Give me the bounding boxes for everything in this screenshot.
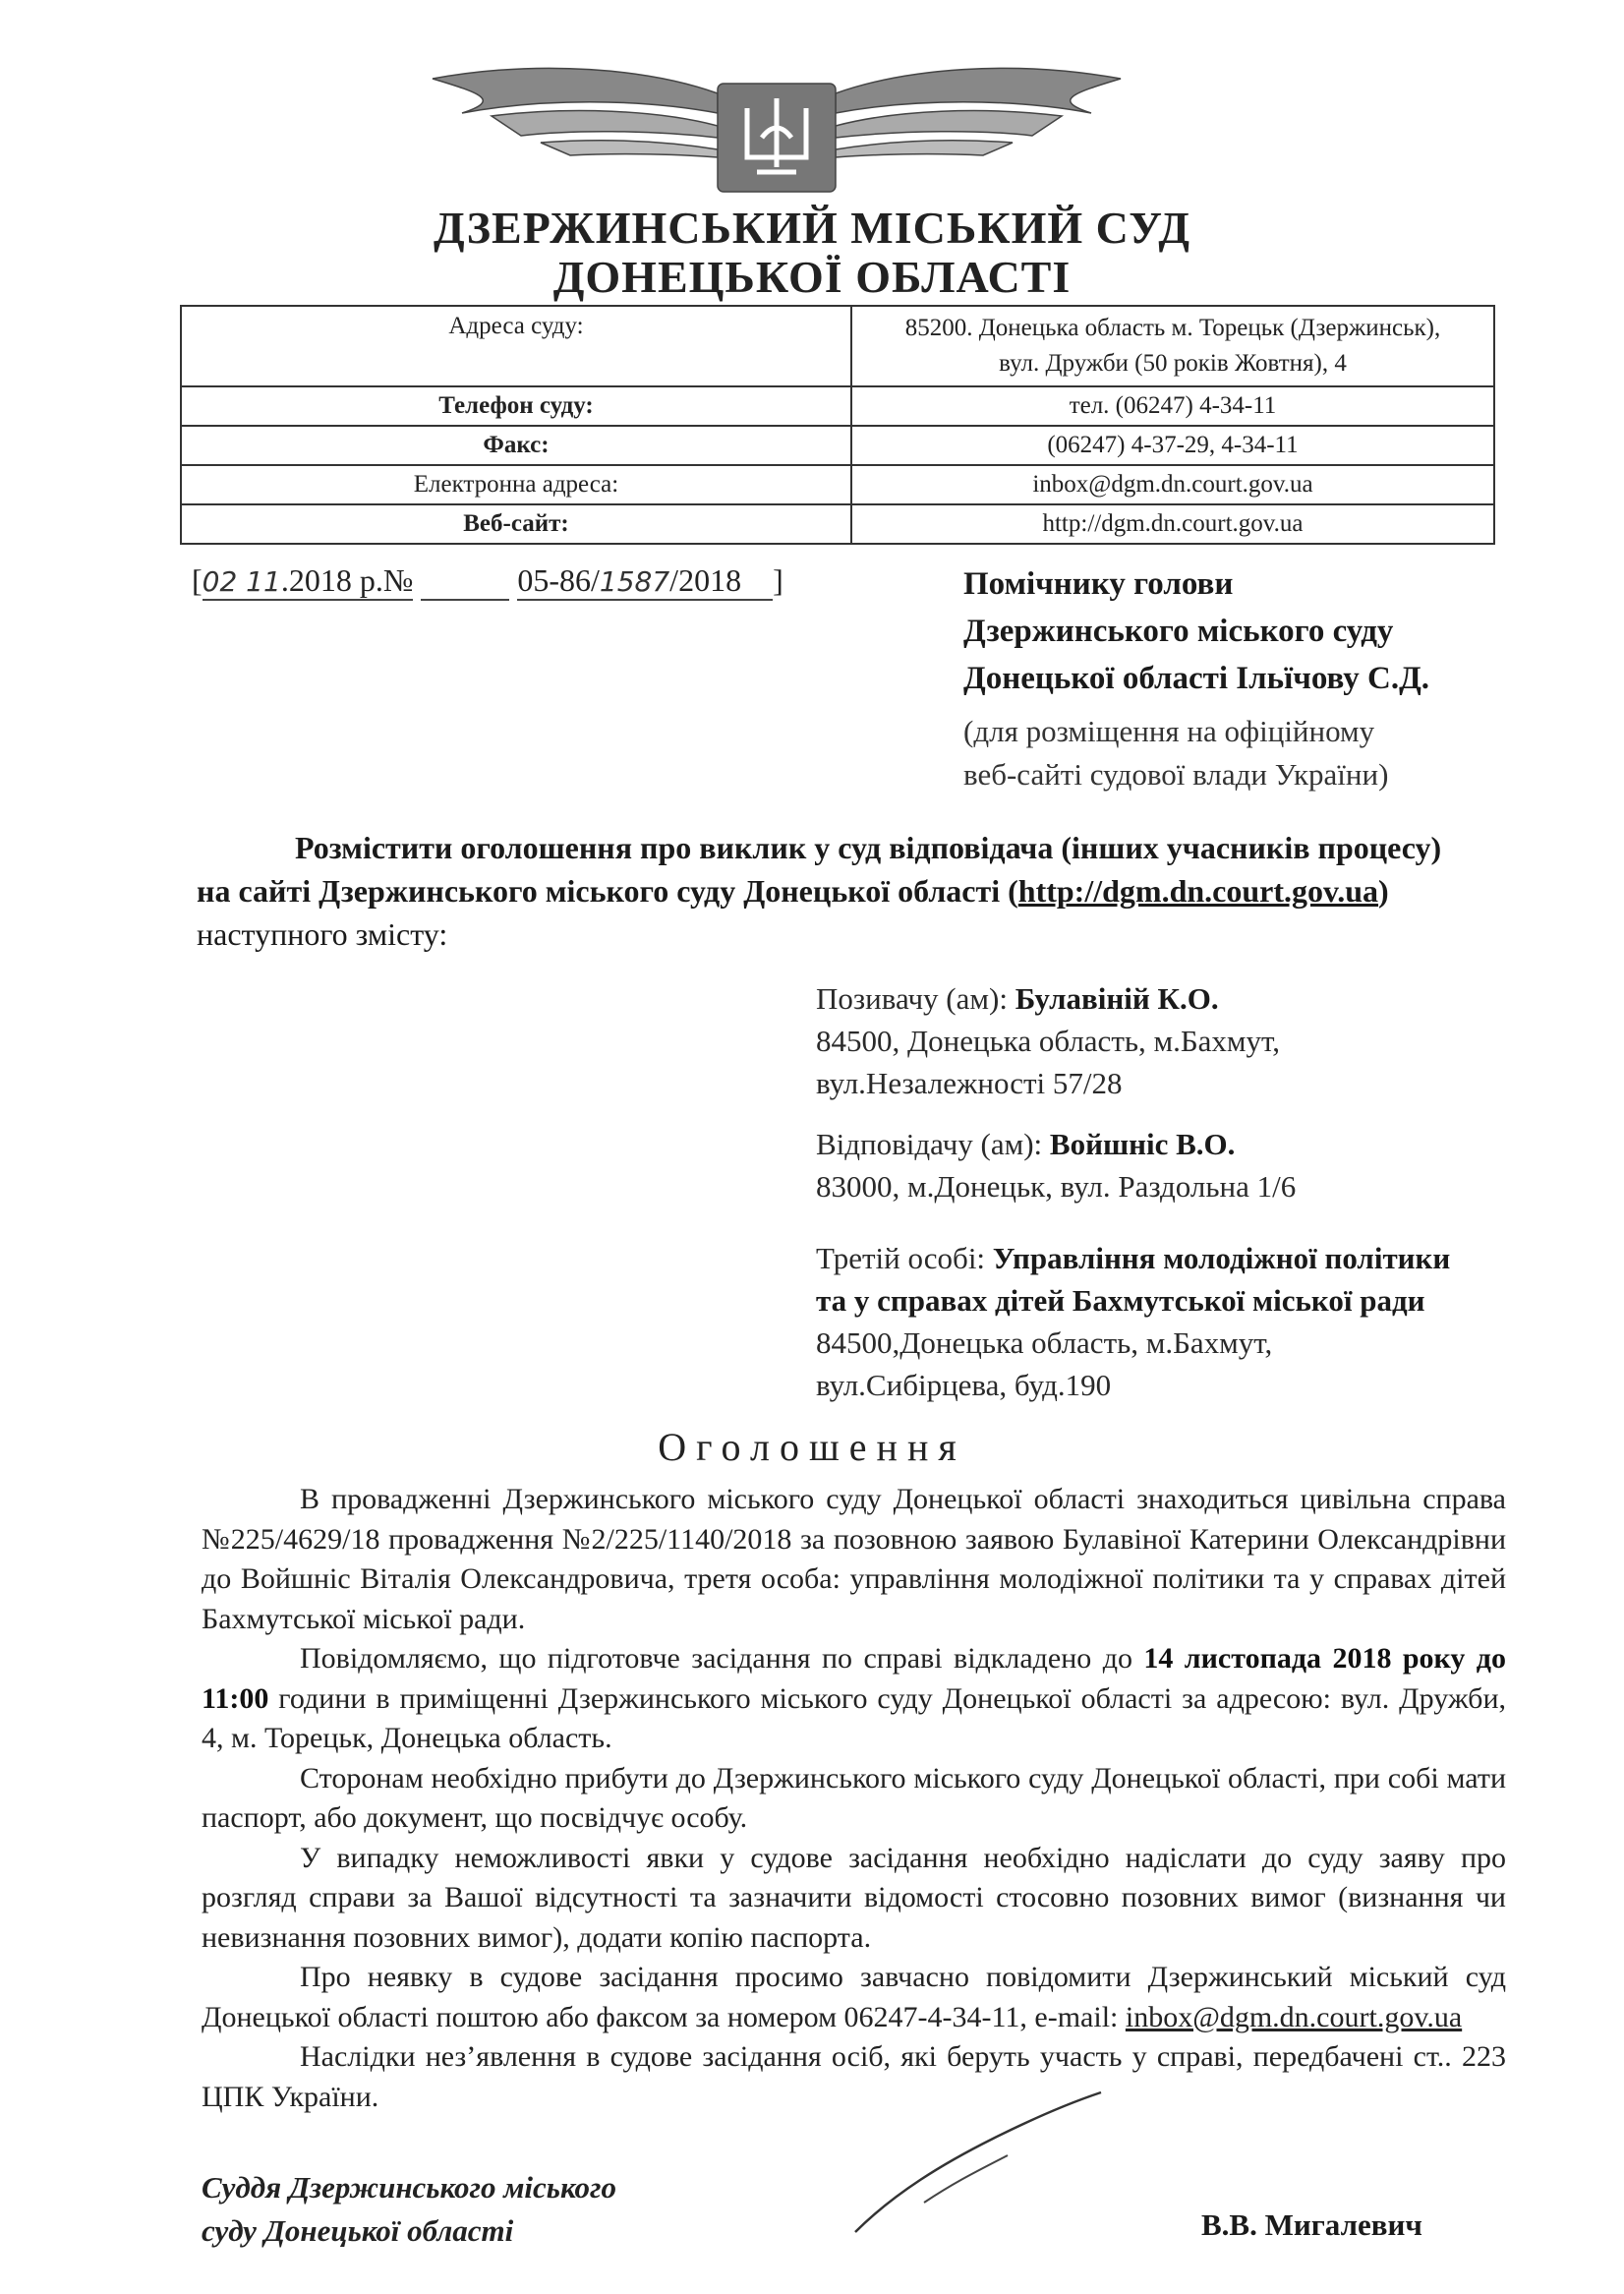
addressee-note-line2: веб-сайті судової влади України) <box>963 757 1389 792</box>
announcement-body <box>202 1480 1506 2117</box>
ref-date <box>203 562 414 601</box>
addressee-line2: Дзержинського міського суду <box>963 614 1394 649</box>
judge-title <box>202 2166 616 2253</box>
addressee-block <box>963 560 1429 702</box>
court-contacts-table <box>180 305 1495 545</box>
ref-gap-line <box>421 562 509 601</box>
third-party-block <box>816 1237 1450 1406</box>
paragraph-2-text-b: години в приміщенні Дзержинського міського суду Донецької області за адресою: вул. Дружби, 4, м. Торецьк, Донецька область. <box>202 1681 1506 1754</box>
paragraph-2-text-a: Повідомляємо, що підготовче засідання по справі відкладено до <box>300 1642 1144 1675</box>
intro-line2-text: на сайті Дзержинського міського суду Донецької області ( <box>197 873 1018 909</box>
announcement-paragraph-4: У випадку неможливості явки у судове засідання необхідно надіслати до суду заяву про розгляд справи за Вашої відсутності та зазначити відомості стосовно позовних вимог (визнання чи невизнання позовних вимог), додати копію паспорта. <box>202 1841 1506 1954</box>
addressee-line1: Помічнику голови <box>963 566 1234 602</box>
phone-value: тел. (06247) 4-34-11 <box>851 386 1494 426</box>
ref-date-suffix: .2018 р.№ <box>280 562 414 598</box>
intro-line2-close: ) <box>1378 873 1389 909</box>
addressee-line3: Донецької області Ільїчову С.Д. <box>963 661 1430 696</box>
address-line1: 85200. Донецька область м. Торецьк (Дзержинськ), <box>904 315 1441 341</box>
address-line2: вул. Дружби (50 років Жовтня), 4 <box>999 350 1347 377</box>
ref-number <box>517 562 773 601</box>
ref-num-suffix: /2018 <box>669 562 742 598</box>
announcement-paragraph-3: Сторонам необхідно прибути до Дзержинського міського суду Донецької області, при собі мати паспорт, або документ, що посвідчує особу. <box>202 1761 1506 1834</box>
plaintiff-label: Позивачу (ам): <box>816 981 1015 1016</box>
ref-date-handwritten: 02 11 <box>202 565 281 598</box>
plaintiff-address2: вул.Незалежності 57/28 <box>816 1066 1123 1100</box>
ref-num-handwritten: 1587 <box>599 565 670 598</box>
addressee-note-line1: (для розміщення на офіційному <box>963 714 1375 748</box>
announcement-paragraph-2 <box>202 1639 1506 1759</box>
third-party-name2: та у справах дітей Бахмутської міської ради <box>816 1283 1425 1318</box>
court-name-line1: ДЗЕРЖИНСЬКИЙ МІСЬКИЙ СУД <box>433 203 1191 253</box>
hearing-date: 14 листопада 2018 року до 11:00 <box>202 1642 1506 1715</box>
defendant-address1: 83000, м.Донецьк, вул. Раздольна 1/6 <box>816 1169 1297 1204</box>
defendant-block <box>816 1123 1296 1207</box>
court-name-line2: ДОНЕЦЬКОЇ ОБЛАСТІ <box>552 252 1072 302</box>
intro-line3: наступного змісту: <box>197 916 448 952</box>
intro-paragraph <box>197 826 1496 956</box>
table-row <box>181 386 1494 426</box>
addressee-note <box>963 710 1388 796</box>
defendant-label: Відповідачу (ам): <box>816 1127 1050 1161</box>
address-label: Адреса суду: <box>181 306 851 386</box>
website-label: Веб-сайт: <box>181 504 851 544</box>
phone-label: Телефон суду: <box>181 386 851 426</box>
third-party-label: Третій особі: <box>816 1241 993 1275</box>
fax-label: Факс: <box>181 426 851 465</box>
intro-website-link[interactable]: http://dgm.dn.court.gov.ua <box>1017 873 1379 909</box>
plaintiff-name: Булавіній К.О. <box>1015 981 1219 1016</box>
table-row <box>181 465 1494 504</box>
fax-value: (06247) 4-37-29, 4-34-11 <box>851 426 1494 465</box>
intro-line1: Розмістити оголошення про виклик у суд відповідача (інших учасників процесу) <box>295 830 1442 865</box>
defendant-name: Войшніс В.О. <box>1049 1127 1236 1161</box>
table-row <box>181 504 1494 544</box>
outgoing-reference: [02 11.2018 р.№ 05-86/1587/2018 ] <box>192 562 783 601</box>
announcement-paragraph-5 <box>202 1958 1506 2037</box>
intro-line2 <box>197 869 1496 912</box>
table-row <box>181 426 1494 465</box>
announcement-paragraph-6: Наслідки нез’явлення в судове засідання осіб, які беруть участь у справі, передбачені ст.. 223 ЦПК України. <box>202 2040 1506 2113</box>
judge-title-line2: суду Донецької області <box>202 2213 514 2248</box>
email-value: inbox@dgm.dn.court.gov.ua <box>851 465 1494 504</box>
plaintiff-block <box>816 977 1280 1104</box>
handwritten-signature <box>836 2085 1111 2242</box>
announcement-title: Оголошення <box>658 1425 966 1469</box>
website-value: http://dgm.dn.court.gov.ua <box>851 504 1494 544</box>
plaintiff-address1: 84500, Донецька область, м.Бахмут, <box>816 1024 1281 1058</box>
court-email-link[interactable]: inbox@dgm.dn.court.gov.ua <box>1125 2000 1463 2033</box>
announcement-paragraph-1: В провадженні Дзержинського міського суду Донецької області знаходиться цивільна справа №225/4629/18 провадження №2/225/1140/2018 за позовною заявою Булавіної Катерини Олександрівни до Войшніс Віталія Олександровича, третя особа: управління молодіжної політики та у справах дітей Бахмутської міської ради. <box>202 1483 1506 1635</box>
third-party-address1: 84500,Донецька область, м.Бахмут, <box>816 1325 1273 1360</box>
paragraph-5-text: Про неявку в судове засідання просимо завчасно повідомити Дзержинський міський суд Донецької області поштою або факсом за номером 06247-4-34-11, e-mail: <box>202 1961 1506 2033</box>
ref-num-prefix: 05-86/ <box>517 562 600 598</box>
email-label: Електронна адреса: <box>181 465 851 504</box>
judge-title-line1: Суддя Дзержинського міського <box>202 2170 616 2205</box>
third-party-address2: вул.Сибірцева, буд.190 <box>816 1368 1112 1402</box>
third-party-name1: Управління молодіжної політики <box>992 1241 1451 1275</box>
address-value <box>851 306 1494 386</box>
judge-name: В.В. Мигалевич <box>1201 2207 1422 2242</box>
table-row <box>181 306 1494 386</box>
